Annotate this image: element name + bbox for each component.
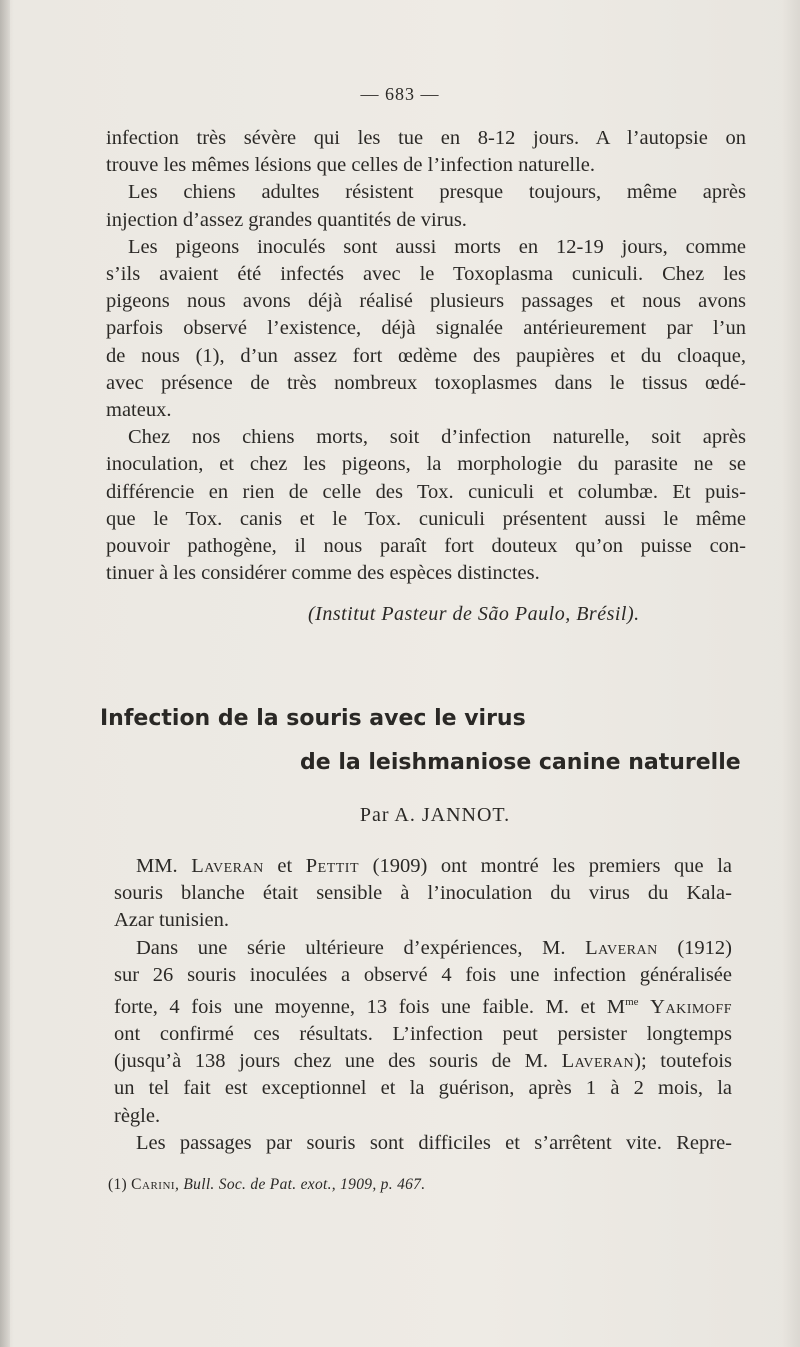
text-line: infection très sévère qui les tue en 8-12 jours. A l’autopsie on	[106, 127, 746, 149]
text-span: (jusqu’à 138 jours chez une des souris de M.	[114, 1050, 562, 1073]
footnote-text: , Bull. Soc. de Pat. exot., 1909, p. 467.	[175, 1176, 426, 1193]
text-line	[114, 935, 732, 962]
author-ref: Laveran	[585, 936, 658, 959]
text-line: avec présence de très nombreux toxoplasmes dans le tissus œdé-	[106, 371, 746, 394]
author-ref: Laveran	[191, 855, 264, 877]
text-line: de nous (1), d’un assez fort œdème des paupières et du cloaque,	[106, 344, 746, 367]
text-line: souris blanche était sensible à l’inoculation du virus du Kala-	[114, 882, 732, 905]
text-line: trouve les mêmes lésions que celles de l’infection naturelle.	[106, 154, 595, 177]
page-edge-shadow	[0, 0, 10, 1347]
text-span: forte, 4 fois une moyenne, 13 fois une faible. M. et M	[114, 995, 626, 1018]
text-line: parfois observé l’existence, déjà signalée antérieurement par l’un	[106, 317, 746, 340]
author-prefix: Par A.	[359, 804, 422, 826]
footnote-author: Carini	[131, 1176, 176, 1193]
text-line: pigeons nous avons déjà réalisé plusieurs passages et nous avons	[106, 290, 746, 313]
text-line: Azar tunisien.	[114, 909, 229, 932]
text-line: pouvoir pathogène, il nous paraît fort douteux qu’on puisse con-	[106, 535, 746, 558]
article-title-line-1: Infection de la souris avec le virus	[100, 706, 526, 731]
page-number: — 683 —	[360, 84, 440, 104]
paragraph-block-2	[114, 853, 732, 1157]
text-line: inoculation, et chez les pigeons, la morphologie du parasite ne se	[106, 453, 746, 476]
author-ref: Pettit	[305, 855, 360, 877]
text-line: Les passages par souris sont difficiles et s’arrêtent vite. Repre-	[136, 1131, 732, 1154]
text-span: MM.	[136, 855, 192, 877]
text-line: règle.	[114, 1104, 161, 1127]
footnote	[108, 1176, 425, 1194]
superscript: me	[625, 996, 639, 1009]
text-span: Dans une série ultérieure d’expériences, M.	[136, 936, 586, 959]
text-span: ); toutefois	[634, 1050, 732, 1073]
text-span	[639, 996, 651, 1018]
article-title-line-2: de la leishmaniose canine naturelle	[300, 750, 741, 775]
text-span: (1909) ont montré les premiers que la	[359, 855, 732, 877]
text-line: tinuer à les considérer comme des espèces distinctes.	[106, 562, 540, 585]
text-span: et	[263, 855, 306, 877]
institution-signature: (Institut Pasteur de São Paulo, Brésil).	[308, 603, 640, 625]
paragraph-block-1	[106, 125, 746, 587]
text-line: un tel fait est exceptionnel et la guérison, après 1 à 2 mois, la	[114, 1077, 732, 1100]
text-line: différencie en rien de celle des Tox. cuniculi et columbæ. Et puis-	[106, 480, 746, 503]
text-line	[114, 853, 732, 880]
text-line: Les pigeons inoculés sont aussi morts en 12-19 jours, comme	[128, 235, 746, 258]
author-ref: Laveran	[561, 1050, 635, 1073]
text-line: ont confirmé ces résultats. L’infection peut persister longtemps	[114, 1023, 732, 1046]
page-fold-shadow	[782, 0, 800, 1347]
author-name: JANNOT.	[421, 804, 511, 826]
text-line	[114, 1048, 732, 1075]
text-line: sur 26 souris inoculées a observé 4 fois une infection généralisée	[114, 963, 732, 986]
text-line: injection d’assez grandes quantités de virus.	[106, 208, 467, 231]
footnote-number: (1)	[108, 1176, 132, 1193]
text-span: (1912)	[657, 936, 733, 959]
text-line	[114, 989, 732, 1021]
text-line: Chez nos chiens morts, soit d’infection naturelle, soit après	[128, 426, 746, 449]
author-ref: Yakimoff	[650, 995, 732, 1018]
text-line: mateux.	[106, 399, 172, 422]
text-line: s’ils avaient été infectés avec le Toxoplasma cuniculi. Chez les	[106, 263, 746, 286]
text-line: Les chiens adultes résistent presque toujours, même après	[128, 181, 746, 204]
text-line: que le Tox. canis et le Tox. cuniculi présentent aussi le même	[106, 507, 746, 530]
article-author	[0, 804, 800, 827]
